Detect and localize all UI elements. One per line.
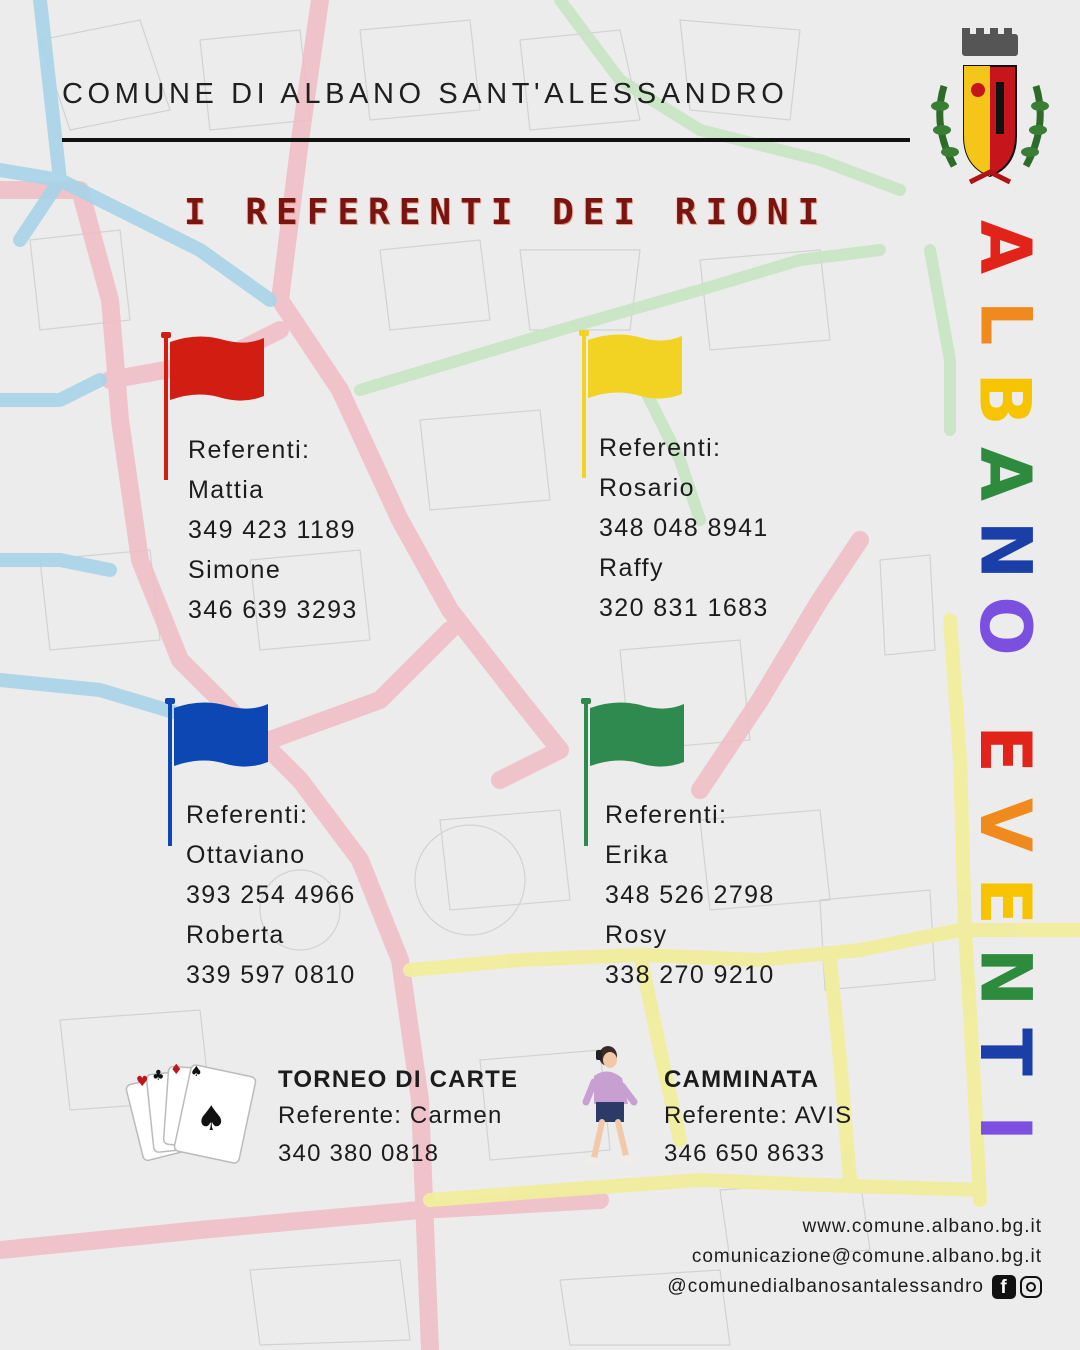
walking-woman-icon <box>576 1042 642 1170</box>
svg-text:♥: ♥ <box>136 1074 149 1090</box>
vertical-letter: V <box>964 797 1046 853</box>
referent-name: Simone <box>188 556 282 584</box>
vertical-letter: T <box>964 1028 1046 1077</box>
rione-blue-contacts <box>186 795 356 995</box>
referent-phone[interactable]: 349 423 1189 <box>188 516 356 544</box>
referent-name: Rosario <box>599 474 695 502</box>
referent-phone[interactable]: 339 597 0810 <box>186 961 356 989</box>
municipality-title: COMUNE DI ALBANO SANT'ALESSANDRO <box>62 78 789 110</box>
coat-of-arms-icon <box>926 26 1054 196</box>
facebook-icon[interactable]: f <box>992 1275 1016 1299</box>
event-phone[interactable]: 340 380 0818 <box>278 1140 440 1167</box>
referent-name: Rosy <box>605 921 668 949</box>
header-divider <box>62 138 910 142</box>
albano-eventi-vertical-logo <box>960 215 1050 1160</box>
event-camminata <box>664 1063 852 1173</box>
vertical-letter: N <box>964 520 1046 580</box>
referent-name: Raffy <box>599 554 664 582</box>
svg-text:♦: ♦ <box>170 1062 183 1078</box>
referenti-label: Referenti: <box>186 801 309 829</box>
rione-green-contacts <box>605 795 775 995</box>
svg-text:♠: ♠ <box>190 1064 203 1080</box>
vertical-letter: I <box>963 1114 1046 1142</box>
vertical-letter: B <box>963 371 1046 426</box>
event-referente: Referente: AVIS <box>664 1102 853 1129</box>
vertical-letter: L <box>963 300 1046 346</box>
referent-phone[interactable]: 320 831 1683 <box>599 594 769 622</box>
referent-phone[interactable]: 393 254 4966 <box>186 881 356 909</box>
referent-name: Ottaviano <box>186 841 306 869</box>
footer-contacts <box>667 1212 1042 1302</box>
referent-name: Mattia <box>188 476 265 504</box>
vertical-letter: A <box>964 447 1046 502</box>
svg-text:♣: ♣ <box>152 1068 165 1084</box>
rione-red-contacts <box>188 430 358 630</box>
referenti-label: Referenti: <box>188 436 311 464</box>
vertical-letter: E <box>963 876 1046 925</box>
playing-cards-icon <box>124 1058 264 1168</box>
referent-name: Erika <box>605 841 669 869</box>
page-title: I REFERENTI DEI RIONI <box>184 192 829 233</box>
event-referente: Referente: Carmen <box>278 1102 503 1129</box>
referenti-label: Referenti: <box>605 801 728 829</box>
vertical-letter: A <box>964 219 1046 275</box>
vertical-letter: O <box>963 595 1046 656</box>
vertical-letter: N <box>964 947 1046 1006</box>
referent-phone[interactable]: 348 526 2798 <box>605 881 775 909</box>
event-torneo-di-carte <box>278 1063 518 1173</box>
social-handle[interactable]: @comunedialbanosantalessandro <box>667 1276 984 1297</box>
event-title: TORNEO DI CARTE <box>278 1066 519 1093</box>
rione-yellow-contacts <box>599 428 769 628</box>
referenti-label: Referenti: <box>599 434 722 462</box>
email-link[interactable]: comunicazione@comune.albano.bg.it <box>691 1246 1042 1267</box>
website-link[interactable]: www.comune.albano.bg.it <box>802 1216 1042 1237</box>
vertical-letter: E <box>963 725 1046 774</box>
referent-phone[interactable]: 348 048 8941 <box>599 514 769 542</box>
event-title: CAMMINATA <box>664 1066 820 1093</box>
referent-name: Roberta <box>186 921 285 949</box>
referent-phone[interactable]: 346 639 3293 <box>188 596 358 624</box>
event-phone[interactable]: 346 650 8633 <box>664 1140 826 1167</box>
svg-text:♠: ♠ <box>196 1099 227 1139</box>
instagram-icon[interactable] <box>1020 1276 1042 1298</box>
referent-phone[interactable]: 338 270 9210 <box>605 961 775 989</box>
